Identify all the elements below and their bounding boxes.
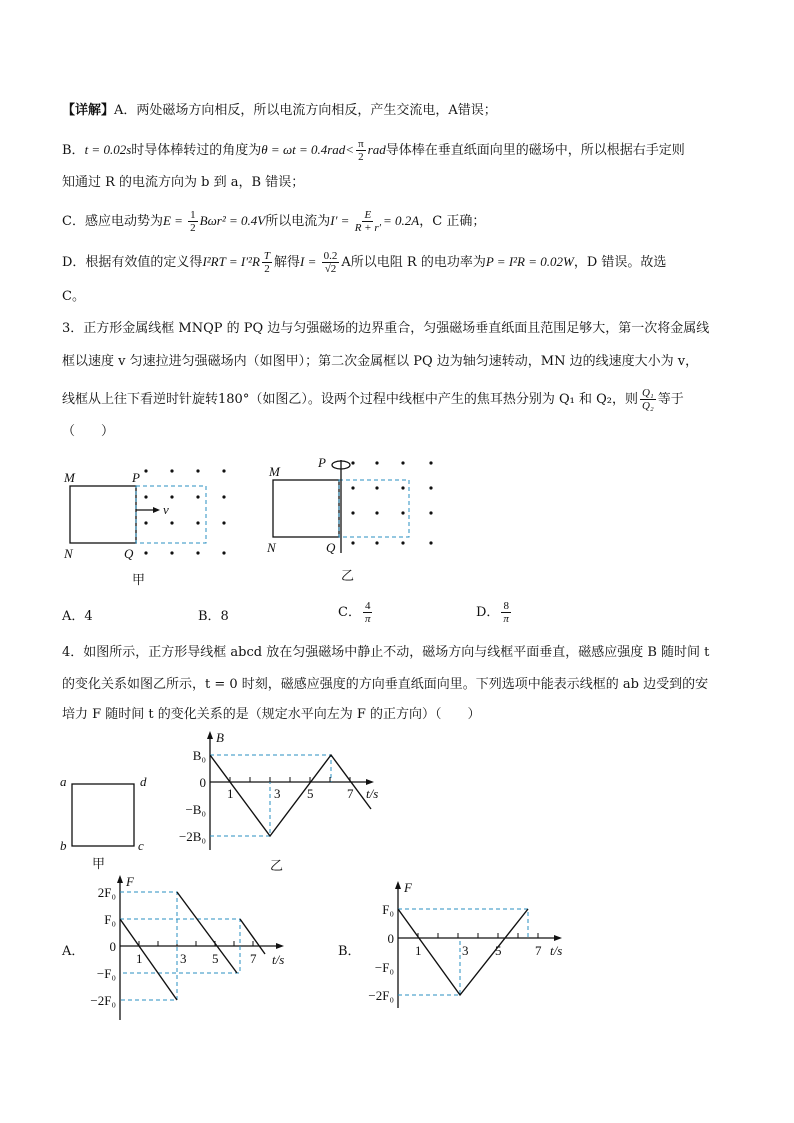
num: 4 bbox=[364, 600, 371, 612]
dash-minus-2b0 bbox=[210, 782, 270, 836]
ytick: −B₀ bbox=[185, 802, 206, 817]
solution-line-d bbox=[62, 250, 666, 275]
field-dot bbox=[170, 469, 173, 472]
text: B． bbox=[62, 143, 85, 158]
num: 8 bbox=[503, 600, 509, 612]
den: π bbox=[364, 613, 371, 625]
xtick: 7 bbox=[535, 943, 542, 958]
solution-line-a bbox=[62, 102, 497, 120]
solution-line-b1 bbox=[62, 138, 685, 163]
math: Bωr² = 0.4V bbox=[199, 213, 266, 228]
fraction bbox=[356, 138, 366, 163]
field-dot bbox=[375, 461, 378, 464]
q4-option-a-graph bbox=[80, 874, 285, 1024]
ytick: B₀ bbox=[192, 748, 206, 763]
math: I′ = bbox=[330, 213, 353, 228]
den: R + r′ bbox=[354, 222, 382, 234]
y-arrow bbox=[207, 731, 213, 739]
f-segment-3 bbox=[240, 919, 265, 954]
q3-line3 bbox=[62, 387, 684, 412]
field-dot bbox=[144, 495, 147, 498]
q3-option-a: A．4 bbox=[62, 609, 93, 624]
ytick: −F₀ bbox=[374, 960, 394, 975]
fraction bbox=[501, 600, 511, 625]
label-Q: Q bbox=[124, 546, 134, 561]
ytick: −2B₀ bbox=[178, 829, 206, 844]
den: π bbox=[503, 613, 509, 625]
label-b: b bbox=[60, 838, 67, 853]
ytick: 0 bbox=[199, 775, 206, 790]
q3-figure-yi bbox=[265, 455, 465, 585]
square-frame bbox=[273, 480, 339, 537]
field-dot bbox=[401, 511, 404, 514]
q4-figure-square bbox=[58, 770, 168, 870]
field-dot bbox=[144, 469, 147, 472]
xtick: 5 bbox=[212, 951, 219, 966]
den: 2 bbox=[264, 263, 270, 275]
solution-label: 【详解】 bbox=[62, 103, 115, 118]
text: 导体棒在垂直纸面向里的磁场中，所以根据右手定则 bbox=[385, 143, 685, 158]
y-arrow bbox=[117, 875, 123, 883]
num: π bbox=[358, 138, 364, 150]
text: 所以电流为 bbox=[265, 214, 331, 229]
solution-line-c bbox=[62, 209, 485, 234]
x-tick-marks bbox=[139, 941, 253, 946]
q4-line1: 4．如图所示，正方形导线框 abcd 放在匀强磁场中静止不动，磁场方向与线框平面垂直，磁感应强度 B 随时间 t bbox=[62, 645, 710, 660]
den: Q₂ bbox=[641, 400, 654, 412]
num: 0.2 bbox=[323, 250, 338, 262]
field-dot bbox=[196, 469, 199, 472]
ytick: −F₀ bbox=[96, 966, 116, 981]
ytick: 0 bbox=[109, 939, 116, 954]
num: Q₁ bbox=[641, 387, 654, 399]
field-dot bbox=[196, 495, 199, 498]
dashed-frame-position bbox=[339, 480, 409, 537]
field-dot bbox=[351, 511, 354, 514]
xtick: 7 bbox=[347, 786, 354, 801]
math: I²RT = I′²R bbox=[202, 254, 260, 269]
solution-line-end: C。 bbox=[62, 289, 85, 304]
text: ，C 正确； bbox=[419, 214, 486, 229]
arrow-head bbox=[153, 507, 160, 513]
label-P: P bbox=[132, 470, 140, 485]
field-dot bbox=[351, 461, 354, 464]
q3-option-c bbox=[338, 600, 374, 625]
ytick: F₀ bbox=[382, 902, 394, 917]
caption-jia: 甲 bbox=[92, 856, 106, 871]
label-P: P bbox=[318, 455, 326, 470]
field-dot bbox=[429, 511, 432, 514]
field-dot bbox=[144, 521, 147, 524]
label-M: M bbox=[269, 464, 280, 479]
y-label: F bbox=[126, 874, 134, 889]
math: E = bbox=[162, 213, 187, 228]
label-d: d bbox=[140, 774, 147, 789]
q3-option-d bbox=[476, 600, 513, 625]
x-label: t/s bbox=[550, 943, 563, 958]
fraction bbox=[355, 209, 381, 234]
field-dot bbox=[222, 469, 225, 472]
num: T bbox=[263, 250, 271, 262]
label-N: N bbox=[267, 540, 276, 555]
q4-graph-b bbox=[170, 730, 390, 880]
text: D．根据有效值的定义得 bbox=[62, 255, 203, 270]
field-dot bbox=[222, 495, 225, 498]
text: 等于 bbox=[657, 392, 684, 407]
f-segment-1 bbox=[120, 919, 177, 1000]
caption-yi: 乙 bbox=[341, 568, 355, 583]
den: 2 bbox=[190, 222, 196, 234]
label-Q: Q bbox=[326, 540, 336, 555]
label-N: N bbox=[64, 546, 73, 561]
field-dot bbox=[375, 511, 378, 514]
num: 1 bbox=[190, 209, 196, 221]
x-arrow bbox=[554, 935, 562, 941]
text: C．感应电动势为 bbox=[62, 214, 163, 229]
ytick: −2F₀ bbox=[90, 993, 116, 1008]
math: t = 0.02s bbox=[84, 142, 132, 157]
y-label: F bbox=[404, 880, 412, 895]
y-label: B bbox=[216, 730, 224, 745]
solution-a-text: A．两处磁场方向相反，所以电流方向相反，产生交流电，A错误； bbox=[114, 103, 497, 118]
field-dots bbox=[144, 469, 225, 554]
xtick: 3 bbox=[180, 951, 187, 966]
text: 时导体棒转过的角度为 bbox=[131, 143, 262, 158]
field-dot bbox=[222, 551, 225, 554]
fraction bbox=[363, 600, 373, 625]
math: = 0.2A bbox=[383, 213, 420, 228]
x-label: t/s bbox=[366, 786, 379, 801]
y-arrow bbox=[395, 881, 401, 889]
q4-option-a-label: A． bbox=[62, 944, 85, 959]
q4-option-b-label: B． bbox=[338, 944, 361, 959]
label-v: v bbox=[163, 502, 169, 517]
q4-line2: 的变化关系如图乙所示，t = 0 时刻，磁感应强度的方向垂直纸面向里。下列选项中能表示线框的 ab 边受到的安 bbox=[62, 677, 709, 692]
field-dot bbox=[401, 461, 404, 464]
xtick: 1 bbox=[415, 943, 422, 958]
fraction bbox=[262, 250, 272, 275]
field-dot bbox=[222, 521, 225, 524]
square-abcd bbox=[72, 784, 134, 846]
square-frame bbox=[70, 486, 136, 543]
x-tick-marks bbox=[230, 777, 350, 782]
fraction bbox=[322, 250, 340, 275]
q3-option-b: B．8 bbox=[198, 609, 229, 624]
text: 解得 bbox=[274, 255, 301, 270]
xtick: 1 bbox=[136, 951, 143, 966]
field-dot bbox=[170, 551, 173, 554]
math: A bbox=[341, 255, 351, 270]
math: I = bbox=[300, 254, 320, 269]
field-dot bbox=[170, 495, 173, 498]
xtick: 5 bbox=[495, 943, 502, 958]
label-M: M bbox=[64, 470, 75, 485]
field-dot bbox=[351, 486, 354, 489]
field-dot bbox=[375, 541, 378, 544]
text: 所以电阻 R 的电功率为 bbox=[350, 255, 486, 270]
q3-figure-jia bbox=[60, 460, 260, 590]
text: D． bbox=[476, 605, 500, 620]
xtick: 7 bbox=[250, 951, 257, 966]
q3-line2: 框以速度 v 匀速拉进匀强磁场内（如图甲）；第二次金属框以 PQ 边为轴匀速转动，MN 边的线速度大小为 v， bbox=[62, 354, 699, 369]
math: θ = ωt = 0.4rad< bbox=[261, 142, 355, 157]
text: C． bbox=[338, 605, 361, 620]
field-dots bbox=[351, 461, 432, 544]
field-dot bbox=[196, 521, 199, 524]
x-arrow bbox=[366, 779, 374, 785]
den: √2 bbox=[324, 263, 337, 275]
ytick: 2F₀ bbox=[97, 885, 116, 900]
text: 线框从上往下看逆时针旋转180°（如图乙）。设两个过程中线框中产生的焦耳热分别为 Q₁ 和 Q₂，则 bbox=[62, 392, 638, 407]
num: E bbox=[364, 209, 372, 221]
field-dot bbox=[429, 461, 432, 464]
x-tick-marks bbox=[418, 933, 538, 938]
field-dot bbox=[401, 541, 404, 544]
field-dot bbox=[375, 486, 378, 489]
field-dot bbox=[144, 551, 147, 554]
dash-minus-2f0 bbox=[398, 938, 460, 995]
x-arrow bbox=[276, 943, 284, 949]
math: rad bbox=[367, 142, 386, 157]
field-dot bbox=[351, 541, 354, 544]
ytick: −2F₀ bbox=[368, 988, 394, 1003]
solution-line-b2: 知通过 R 的电流方向为 b 到 a，B 错误； bbox=[62, 175, 305, 190]
q3-line1: 3．正方形金属线框 MNQP 的 PQ 边与匀强磁场的边界重合，匀强磁场垂直纸面且范围足够大，第一次将金属线 bbox=[62, 321, 710, 336]
field-dot bbox=[429, 541, 432, 544]
text: ，D 错误。故选 bbox=[573, 255, 667, 270]
caption-yi: 乙 bbox=[270, 858, 284, 873]
field-dot bbox=[170, 521, 173, 524]
xtick: 3 bbox=[462, 943, 469, 958]
q4-option-b-graph bbox=[358, 880, 563, 1020]
caption-jia: 甲 bbox=[132, 572, 146, 587]
xtick: 3 bbox=[274, 786, 281, 801]
xtick: 5 bbox=[307, 786, 314, 801]
field-dot bbox=[429, 486, 432, 489]
ytick: F₀ bbox=[104, 912, 116, 927]
math: P = I²R = 0.02W bbox=[485, 254, 574, 269]
label-a: a bbox=[60, 774, 67, 789]
label-c: c bbox=[138, 838, 144, 853]
field-dot bbox=[401, 486, 404, 489]
q4-line3: 培力 F 随时间 t 的变化关系的是（规定水平向左为 F 的正方向）（ ） bbox=[62, 707, 481, 722]
field-dot bbox=[196, 551, 199, 554]
fraction bbox=[188, 209, 198, 234]
dashed-frame-position bbox=[136, 486, 206, 543]
ytick: 0 bbox=[387, 931, 394, 946]
q3-answer-blank: （ ） bbox=[62, 424, 115, 439]
den: 2 bbox=[358, 151, 364, 163]
xtick: 1 bbox=[227, 786, 234, 801]
fraction bbox=[640, 387, 656, 412]
x-label: t/s bbox=[272, 952, 285, 967]
